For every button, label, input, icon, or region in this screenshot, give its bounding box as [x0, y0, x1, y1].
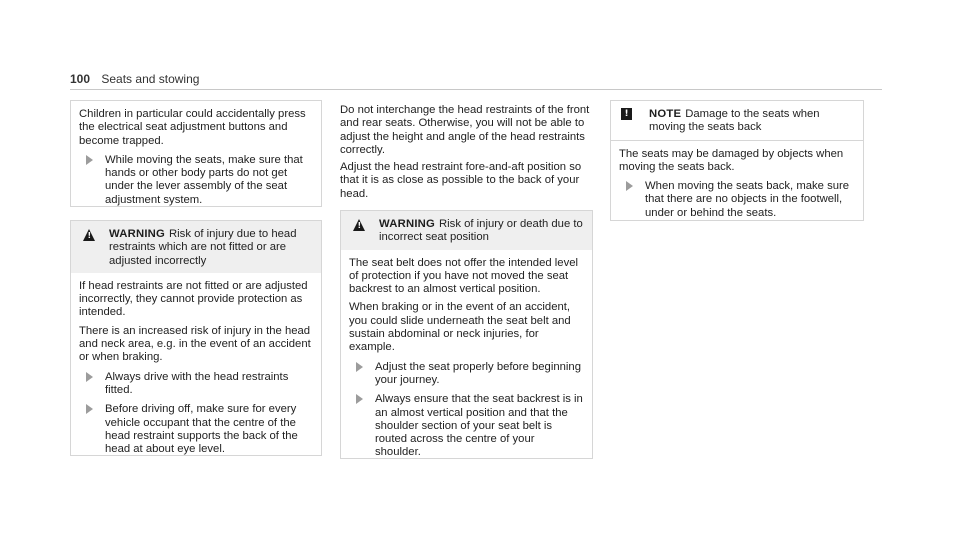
instruction-para: Do not interchange the head restraints of the front and rear seats. Otherwise, you will not be able to adjust the height and angle of the head restraints correctly.	[340, 104, 590, 156]
bullet-arrow-icon	[626, 181, 633, 191]
note-title: Damage to the seats when moving the seats back	[649, 108, 820, 134]
bullet-text: While moving the seats, make sure that hands or other body parts do not get under the lever assembly of the seat adjustment system.	[105, 153, 303, 206]
note-exclamation-icon: !	[621, 108, 632, 120]
page-header	[70, 72, 199, 86]
warning-para: When braking or in the event of an accident, you could slide underneath the seat belt and sustain abdominal or neck injuries, for example.	[349, 301, 571, 354]
note-para: The seats may be damaged by objects when moving the seats back.	[619, 147, 844, 173]
warning-title: Risk of injury due to head restraints which are not fitted or are adjusted incorrectly	[109, 228, 297, 267]
head-restraint-warning-box	[70, 220, 322, 456]
warning-triangle-icon	[83, 229, 95, 241]
bullet-text: Always ensure that the seat backrest is in an almost vertical position and that the shoulder section of your seat belt is routed across the centre of your shoulder.	[375, 393, 583, 459]
child-safety-intro: Children in particular could accidentally press the electrical seat adjustment buttons and become trapped.	[79, 108, 306, 147]
warning-header	[71, 221, 321, 273]
bullet-item	[79, 403, 312, 456]
bullet-text: Always drive with the head restraints fitted.	[105, 370, 289, 396]
section-title: Seats and stowing	[101, 72, 200, 86]
warning-para: There is an increased risk of injury in the head and neck area, e.g. in the event of an accident or when braking.	[79, 324, 311, 364]
instruction-para: Adjust the head restraint fore-and-aft position so that it is as close as possible to the back of your head.	[340, 161, 582, 200]
seat-position-warning-box	[340, 210, 593, 459]
bullet-item	[349, 361, 583, 388]
bullet-text: When moving the seats back, make sure that there are no objects in the footwell, under or behind the seats.	[645, 180, 850, 219]
page-number: 100	[70, 72, 91, 86]
bullet-item	[349, 393, 583, 459]
seat-damage-note-box	[610, 100, 864, 221]
bullet-arrow-icon	[356, 362, 363, 372]
bullet-item	[79, 154, 312, 207]
bullet-arrow-icon	[356, 394, 363, 404]
warning-header	[341, 211, 592, 250]
header-rule	[70, 89, 882, 90]
warning-para: If head restraints are not fitted or are adjusted incorrectly, they cannot provide protection as intended.	[79, 279, 308, 319]
warning-title: Risk of injury or death due to incorrect seat position	[379, 218, 583, 244]
bullet-text: Before driving off, make sure for every vehicle occupant that the centre of the head restraint supports the back of the head at about eye level.	[105, 403, 298, 456]
warning-para: The seat belt does not offer the intended level of protection if you have not moved the seat backrest to an almost vertical position.	[349, 256, 579, 296]
note-header	[611, 101, 863, 140]
bullet-arrow-icon	[86, 372, 93, 382]
warning-label: WARNING	[379, 218, 435, 230]
child-safety-box	[70, 100, 322, 207]
warning-label: WARNING	[109, 228, 165, 240]
bullet-item	[619, 180, 854, 220]
warning-triangle-icon	[353, 219, 365, 231]
note-label: NOTE	[649, 108, 682, 120]
bullet-text: Adjust the seat properly before beginning your journey.	[375, 360, 581, 386]
bullet-item	[79, 371, 312, 398]
head-restraint-instructions	[340, 104, 595, 205]
bullet-arrow-icon	[86, 155, 93, 165]
bullet-arrow-icon	[86, 404, 93, 414]
